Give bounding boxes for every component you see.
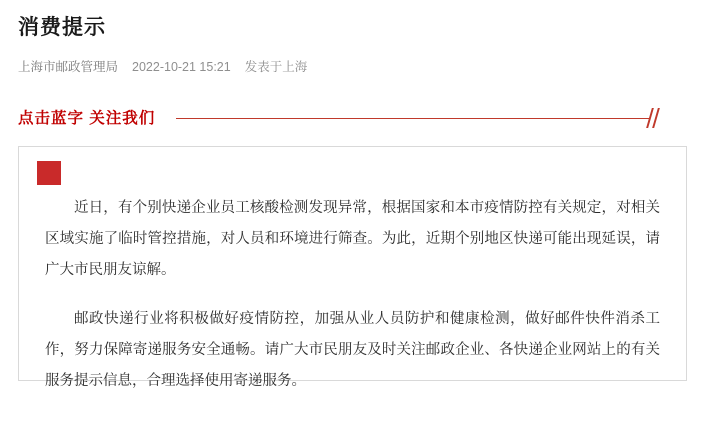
article-content-box (18, 146, 687, 389)
meta-location: 发表于上海 (244, 60, 308, 74)
page-title: 消费提示 (18, 16, 106, 39)
article-page (0, 14, 705, 422)
article-meta (18, 58, 687, 76)
red-square-decoration-icon (37, 161, 61, 185)
article-paragraph: 近日，有个别快递企业员工核酸检测发现异常，根据国家和本市疫情防控有关规定，对相关区域实施了临时管控措施，对人员和环境进行筛查。为此，近期个别地区快递可能出现延误，请广大市民朋友谅解。 (45, 200, 660, 278)
follow-banner (18, 102, 687, 136)
double-slash-icon (647, 108, 661, 128)
banner-divider-line (176, 118, 649, 119)
meta-source: 上海市邮政管理局 (18, 60, 119, 74)
meta-datetime: 2022-10-21 15:21 (132, 60, 231, 74)
article-paragraph: 邮政快递行业将积极做好疫情防控，加强从业人员防护和健康检测，做好邮件快件消杀工作，努力保障寄递服务安全通畅。请广大市民朋友及时关注邮政企业、各快递企业网站上的有关服务提示信息，合理选择使用寄递服务。 (45, 311, 660, 389)
follow-banner-text[interactable]: 点击蓝字 关注我们 (18, 110, 156, 127)
